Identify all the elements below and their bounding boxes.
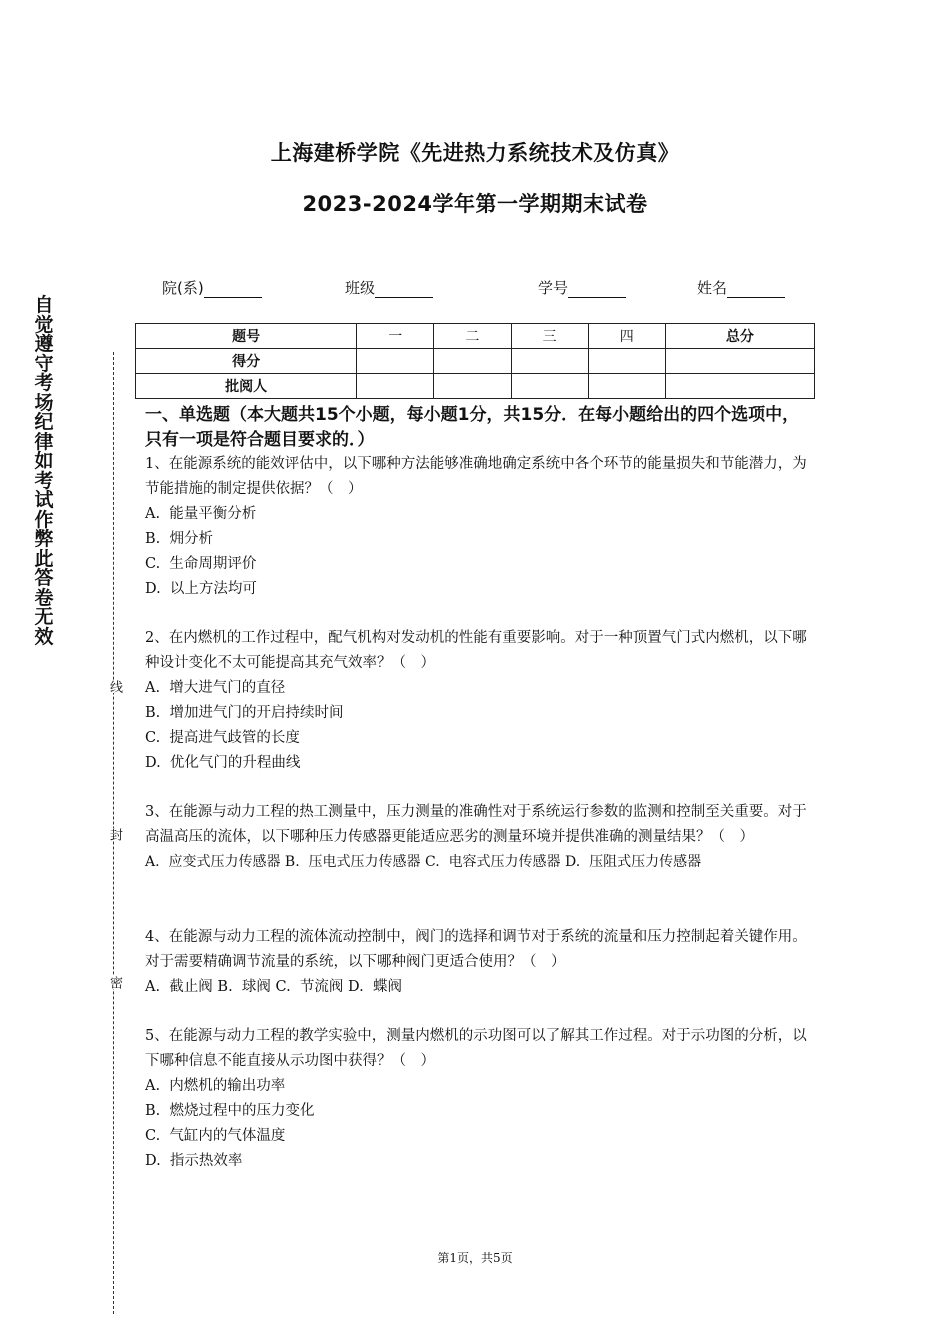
- score-cell[interactable]: [357, 374, 434, 399]
- info-department: [162, 277, 262, 298]
- info-department-label: 院(系): [162, 279, 204, 297]
- score-cell[interactable]: [511, 349, 588, 374]
- department-blank[interactable]: [204, 281, 262, 298]
- score-cell[interactable]: [588, 374, 665, 399]
- question-2: [145, 626, 810, 776]
- option-b[interactable]: B. 㶲分析: [145, 531, 213, 547]
- option-d[interactable]: D. 优化气门的升程曲线: [145, 755, 301, 771]
- exam-title-line2: 2023-2024学年第一学期期末试卷: [302, 192, 648, 216]
- score-row-label: 得分: [136, 349, 357, 374]
- class-blank[interactable]: [375, 281, 433, 298]
- score-table-header-row: [136, 324, 815, 349]
- question-stem: 4、在能源与动力工程的流体流动控制中，阀门的选择和调节对于系统的流量和压力控制起着关键作用。对于需要精确调节流量的系统，以下哪种阀门更适合使用？（ ）: [145, 929, 807, 970]
- option-a[interactable]: A. 内燃机的输出功率: [145, 1078, 286, 1094]
- info-class: [345, 277, 433, 298]
- score-cell[interactable]: [665, 374, 814, 399]
- option-list[interactable]: A. 截止阀 B. 球阀 C. 节流阀 D. 蝶阀: [145, 979, 402, 995]
- score-cell[interactable]: [511, 374, 588, 399]
- name-blank[interactable]: [727, 281, 785, 298]
- score-header-cell: 总分: [665, 324, 814, 349]
- info-name-label: 姓名: [697, 279, 728, 297]
- option-a[interactable]: A. 增大进气门的直径: [145, 680, 286, 696]
- option-d[interactable]: D. 指示热效率: [145, 1153, 243, 1169]
- score-cell[interactable]: [357, 349, 434, 374]
- question-stem: 1、在能源系统的能效评估中，以下哪种方法能够准确地确定系统中各个环节的能量损失和节能潜力，为节能措施的制定提供依据？（ ）: [145, 456, 807, 497]
- score-table: [135, 323, 815, 399]
- option-c[interactable]: C. 气缸内的气体温度: [145, 1128, 286, 1144]
- exam-title-line1: 上海建桥学院《先进热力系统技术及仿真》: [270, 141, 680, 165]
- question-stem: 2、在内燃机的工作过程中，配气机构对发动机的性能有重要影响。对于一种顶置气门式内燃机，以下哪种设计变化不太可能提高其充气效率？（ ）: [145, 630, 807, 671]
- section-heading: 一、单选题（本大题共15个小题，每小题1分，共15分．在每小题给出的四个选项中，只有一项是符合题目要求的．）: [145, 405, 800, 450]
- option-a[interactable]: A. 能量平衡分析: [145, 506, 257, 522]
- info-student-id-label: 学号: [538, 279, 569, 297]
- score-cell[interactable]: [665, 349, 814, 374]
- info-class-label: 班级: [345, 279, 376, 297]
- score-cell[interactable]: [434, 374, 511, 399]
- question-5: [145, 1024, 810, 1174]
- binding-mark-feng: 封: [107, 828, 122, 841]
- question-stem: 5、在能源与动力工程的教学实验中，测量内燃机的示功图可以了解其工作过程。对于示功图的分析，以下哪种信息不能直接从示功图中获得？（ ）: [145, 1028, 807, 1069]
- score-header-cell: 三: [511, 324, 588, 349]
- score-header-cell: 一: [357, 324, 434, 349]
- student-id-blank[interactable]: [568, 281, 626, 298]
- question-3: [145, 800, 810, 875]
- option-b[interactable]: B. 燃烧过程中的压力变化: [145, 1103, 315, 1119]
- page-footer: 第1页，共5页: [437, 1251, 513, 1265]
- binding-mark-mi: 密: [107, 976, 122, 989]
- info-name: [697, 277, 785, 298]
- option-d[interactable]: D. 以上方法均可: [145, 581, 257, 597]
- score-cell[interactable]: [588, 349, 665, 374]
- score-header-cell: 题号: [136, 324, 357, 349]
- side-discipline-note: 自觉遵守考场纪律如考试作弊此答卷无效: [34, 294, 54, 648]
- question-4: [145, 925, 810, 1000]
- option-c[interactable]: C. 生命周期评价: [145, 556, 257, 572]
- question-stem: 3、在能源与动力工程的热工测量中，压力测量的准确性对于系统运行参数的监测和控制至关重要。对于高温高压的流体，以下哪种压力传感器更能适应恶劣的测量环境并提供准确的测量结果？（ ）: [145, 804, 807, 845]
- score-header-cell: 二: [434, 324, 511, 349]
- score-cell[interactable]: [434, 349, 511, 374]
- option-c[interactable]: C. 提高进气歧管的长度: [145, 730, 300, 746]
- score-row-label: 批阅人: [136, 374, 357, 399]
- info-student-id: [538, 277, 626, 298]
- question-1: [145, 452, 810, 602]
- score-table-row: [136, 374, 815, 399]
- score-table-row: [136, 349, 815, 374]
- binding-mark-xian: 线: [107, 680, 122, 693]
- option-list[interactable]: A. 应变式压力传感器 B. 压电式压力传感器 C. 电容式压力传感器 D. 压阻式压力传感器: [145, 854, 702, 870]
- score-header-cell: 四: [588, 324, 665, 349]
- option-b[interactable]: B. 增加进气门的开启持续时间: [145, 705, 344, 721]
